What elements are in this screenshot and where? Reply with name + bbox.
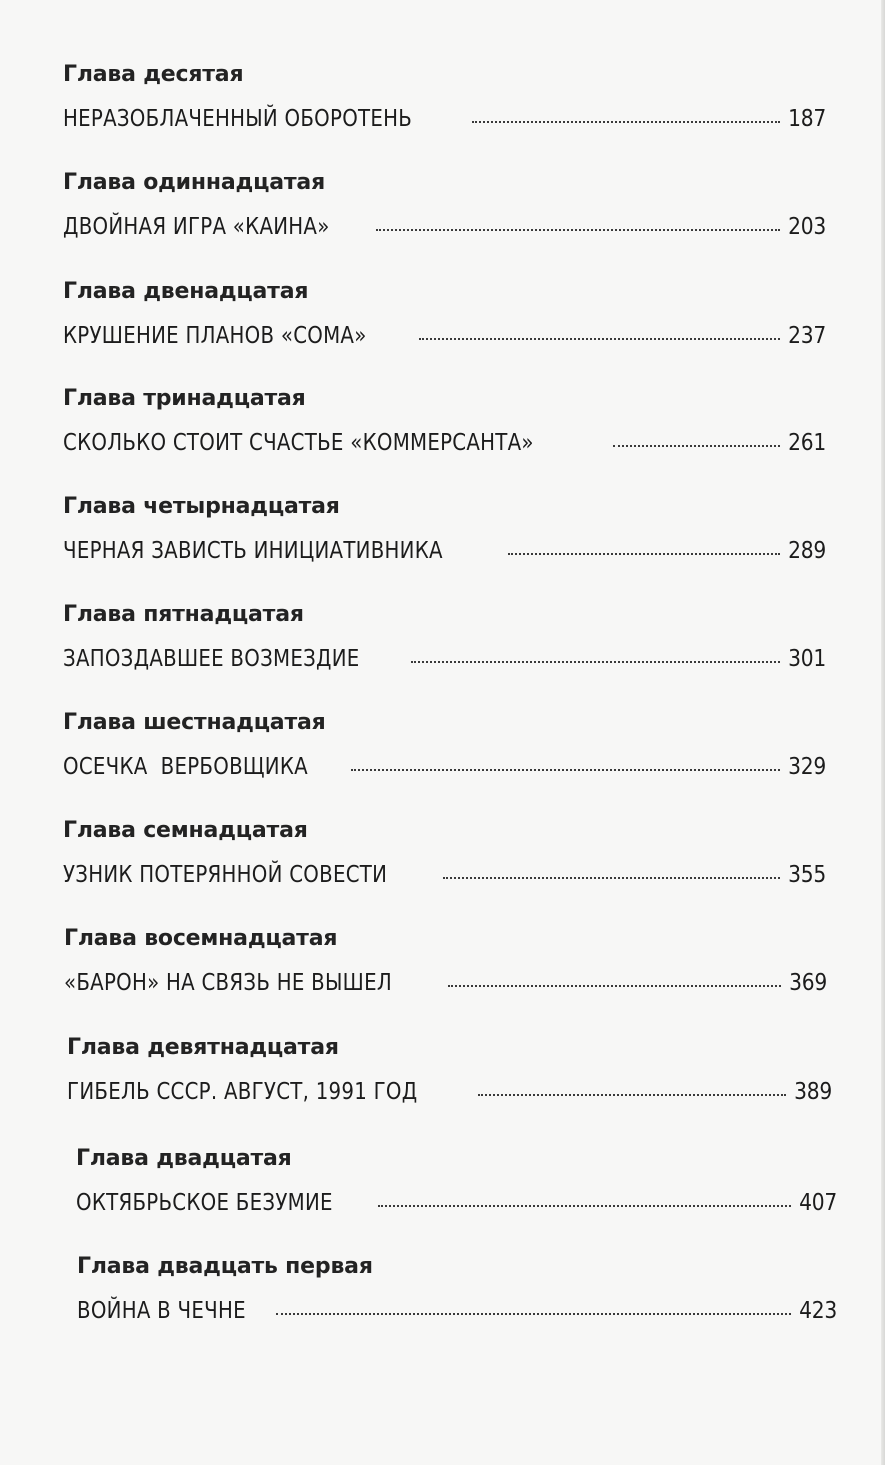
toc-row: [67, 1077, 832, 1107]
chapter-heading: Глава двадцать первая: [77, 1254, 373, 1279]
page-number: 389: [794, 1079, 832, 1105]
dot-leader: [478, 1094, 786, 1096]
toc-entry: [63, 600, 826, 700]
chapter-heading: Глава тринадцатая: [63, 386, 306, 411]
chapter-title: НЕРАЗОБЛАЧЕННЫЙ ОБОРОТЕНЬ: [63, 106, 413, 132]
toc-entry: [67, 1033, 832, 1133]
toc-row: [63, 752, 826, 782]
page-number: 355: [788, 862, 826, 888]
dot-leader: [411, 661, 780, 663]
chapter-heading: Глава пятнадцатая: [63, 602, 304, 627]
toc-entry: [63, 277, 826, 377]
toc-entry: [77, 1252, 837, 1352]
page-number: 289: [788, 538, 826, 564]
dot-leader: [443, 877, 780, 879]
toc-entry: [76, 1144, 837, 1244]
toc-row: [63, 428, 826, 458]
toc-row: [63, 860, 826, 890]
page-number: 301: [788, 646, 826, 672]
page-number: 423: [799, 1298, 837, 1324]
chapter-title: УЗНИК ПОТЕРЯННОЙ СОВЕСТИ: [63, 862, 388, 888]
toc-row: [63, 321, 826, 351]
chapter-title: ДВОЙНАЯ ИГРА «КАИНА»: [63, 214, 330, 240]
page-number: 369: [789, 970, 827, 996]
page-number: 261: [788, 430, 826, 456]
chapter-heading: Глава восемнадцатая: [64, 926, 338, 951]
toc-entry: [63, 60, 826, 160]
page-number: 329: [788, 754, 826, 780]
toc-row: [64, 968, 827, 998]
chapter-heading: Глава шестнадцатая: [63, 710, 326, 735]
toc-row: [63, 212, 826, 242]
toc-entry: [63, 708, 826, 808]
chapter-heading: Глава одиннадцатая: [63, 170, 325, 195]
dot-leader: [472, 121, 780, 123]
dot-leader: [376, 229, 780, 231]
chapter-title: ОСЕЧКА ВЕРБОВЩИКА: [63, 754, 308, 780]
toc-row: [77, 1296, 837, 1326]
page-number: 237: [788, 323, 826, 349]
toc-entry: [63, 816, 826, 916]
dot-leader: [351, 769, 780, 771]
dot-leader: [378, 1205, 791, 1207]
toc-row: [63, 536, 826, 566]
toc-entry: [63, 168, 826, 268]
page-number: 203: [788, 214, 826, 240]
chapter-title: ЧЕРНАЯ ЗАВИСТЬ ИНИЦИАТИВНИКА: [63, 538, 443, 564]
dot-leader: [419, 338, 780, 340]
dot-leader: [508, 553, 780, 555]
page-number: 407: [799, 1190, 837, 1216]
chapter-heading: Глава двадцатая: [76, 1146, 292, 1171]
toc-row: [76, 1188, 837, 1218]
chapter-title: «БАРОН» НА СВЯЗЬ НЕ ВЫШЕЛ: [64, 970, 392, 996]
chapter-heading: Глава девятнадцатая: [67, 1035, 339, 1060]
dot-leader: [276, 1313, 791, 1315]
chapter-heading: Глава двенадцатая: [63, 279, 309, 304]
chapter-title: КРУШЕНИЕ ПЛАНОВ «СОМА»: [63, 323, 367, 349]
toc-entry: [64, 924, 827, 1024]
page-number: 187: [788, 106, 826, 132]
dot-leader: [448, 985, 781, 987]
chapter-heading: Глава семнадцатая: [63, 818, 308, 843]
toc-row: [63, 644, 826, 674]
chapter-heading: Глава десятая: [63, 62, 244, 87]
chapter-title: ЗАПОЗДАВШЕЕ ВОЗМЕЗДИЕ: [63, 646, 360, 672]
chapter-title: ГИБЕЛЬ СССР. АВГУСТ, 1991 ГОД: [67, 1079, 418, 1105]
toc-entry: [63, 492, 826, 592]
chapter-heading: Глава четырнадцатая: [63, 494, 340, 519]
chapter-title: ВОЙНА В ЧЕЧНЕ: [77, 1298, 246, 1324]
chapter-title: ОКТЯБРЬСКОЕ БЕЗУМИЕ: [76, 1190, 333, 1216]
dot-leader: [613, 445, 780, 447]
toc-entry: [63, 384, 826, 484]
chapter-title: СКОЛЬКО СТОИТ СЧАСТЬЕ «КОММЕРСАНТА»: [63, 430, 534, 456]
toc-row: [63, 104, 826, 134]
